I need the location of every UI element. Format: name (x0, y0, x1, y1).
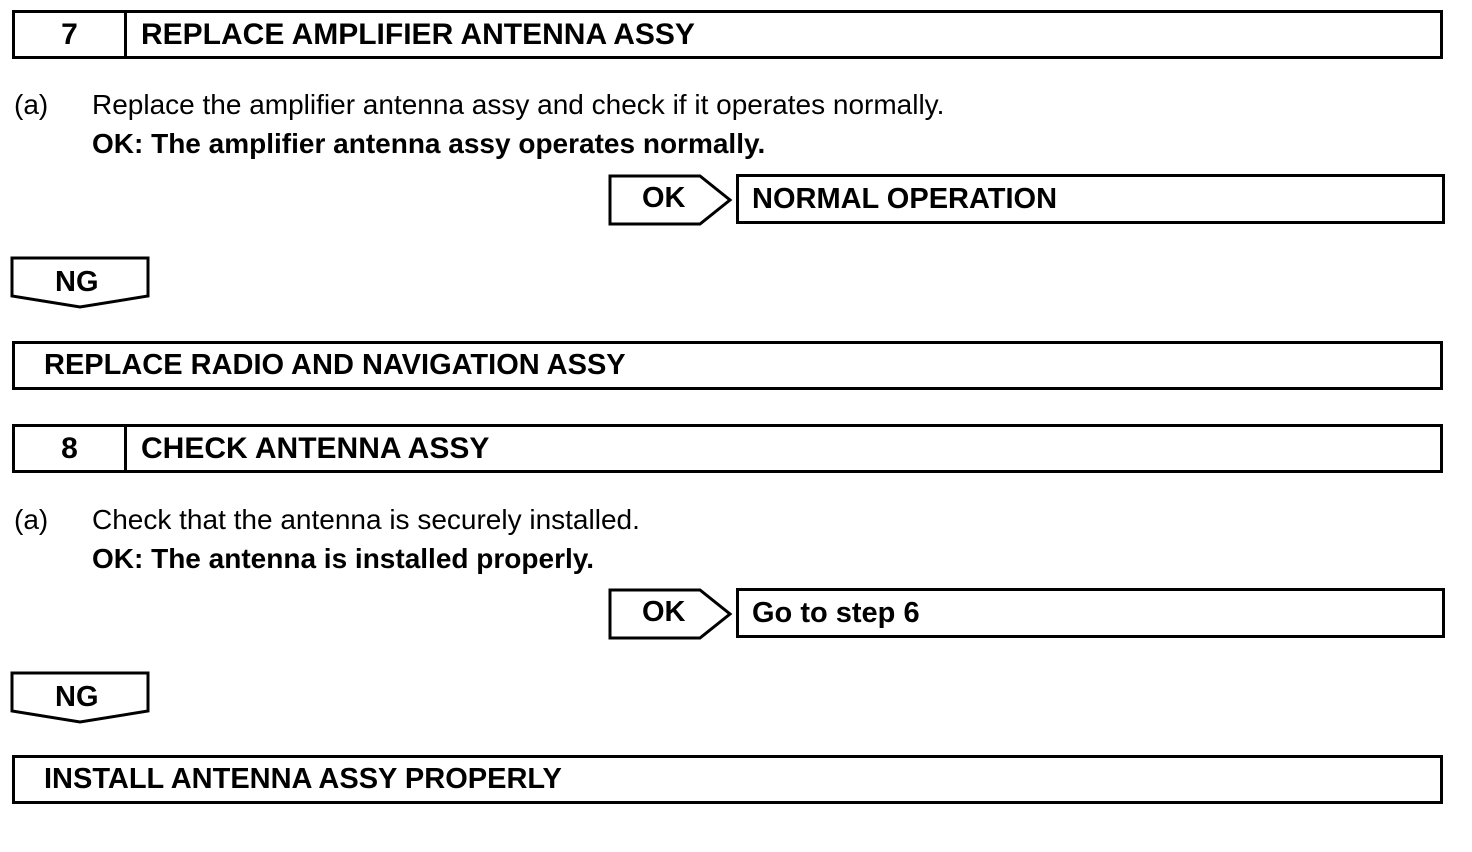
ok-label: OK (642, 182, 686, 214)
step-number: 8 (15, 427, 127, 470)
ok-condition: OK: The amplifier antenna assy operates normally. (92, 128, 766, 159)
ok-result-box: NORMAL OPERATION (736, 174, 1445, 224)
ng-label: NG (55, 266, 99, 298)
substep-letter: (a) (14, 504, 49, 535)
ng-label: NG (55, 681, 99, 713)
step-title: REPLACE AMPLIFIER ANTENNA ASSY (141, 17, 695, 51)
ok-condition: OK: The antenna is installed properly. (92, 543, 595, 574)
ng-result-box: REPLACE RADIO AND NAVIGATION ASSY (12, 341, 1443, 390)
substep-text: Check that the antenna is securely installed. (92, 504, 640, 535)
step-title: CHECK ANTENNA ASSY (141, 431, 490, 465)
substep-letter: (a) (14, 89, 49, 120)
ok-label: OK (642, 596, 686, 628)
ok-result-box: Go to step 6 (736, 588, 1445, 638)
ng-result-box: INSTALL ANTENNA ASSY PROPERLY (12, 755, 1443, 804)
step-7-header (12, 10, 1443, 59)
step-8-header (12, 424, 1443, 473)
step-number: 7 (15, 13, 127, 56)
substep-text: Replace the amplifier antenna assy and check if it operates normally. (92, 89, 945, 120)
